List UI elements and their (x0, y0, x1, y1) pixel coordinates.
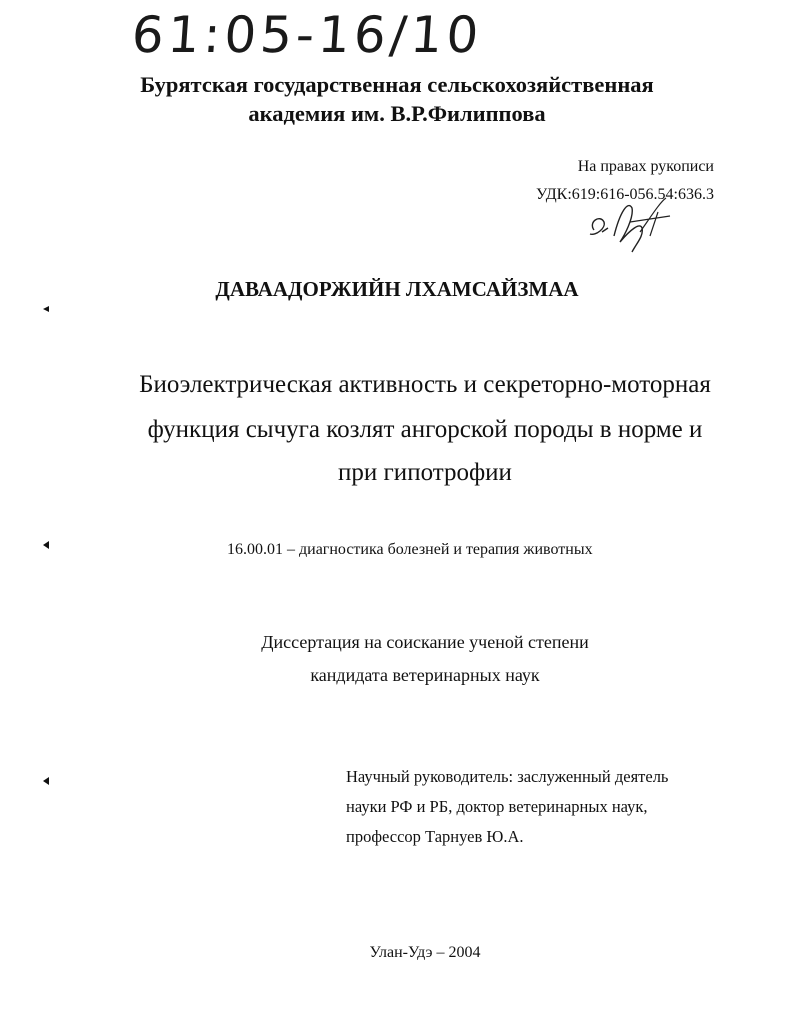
manuscript-rights-note: На правах рукописи (577, 158, 714, 175)
specialty-code: 16.00.01 – диагностика болезней и терапия животных (227, 541, 593, 558)
supervisor-line2: науки РФ и РБ, доктор ветеринарных наук, (346, 797, 648, 816)
archive-code-handwritten: 61:05-16/10 (129, 6, 485, 64)
binding-hole-mark-icon (42, 776, 52, 786)
binding-hole-mark-icon (42, 304, 52, 314)
degree-line1: Диссертация на соискание ученой степени (261, 632, 589, 652)
institution-name-line2: академия им. В.Р.Филиппова (248, 101, 546, 126)
author-name: ДАВААДОРЖИЙН ЛХАМСАЙЗМАА (215, 277, 579, 301)
binding-hole-mark-icon (42, 540, 52, 550)
supervisor-line3: профессор Тарнуев Ю.А. (346, 827, 524, 846)
supervisor-line1: Научный руководитель: заслуженный деятель (346, 767, 669, 786)
dissertation-title-line1: Биоэлектрическая активность и секреторно-моторная (139, 371, 711, 398)
city-year: Улан-Удэ – 2004 (369, 944, 481, 961)
institution-name-line1: Бурятская государственная сельскохозяйственная (140, 72, 654, 97)
signature-icon (580, 192, 690, 262)
degree-line2: кандидата ветеринарных наук (310, 665, 540, 685)
udk-code: УДК:619:616-056.54:636.3 (536, 186, 714, 203)
dissertation-title-line3: при гипотрофии (338, 459, 512, 486)
dissertation-title-line2: функция сычуга козлят ангорской породы в норме и (147, 416, 703, 443)
